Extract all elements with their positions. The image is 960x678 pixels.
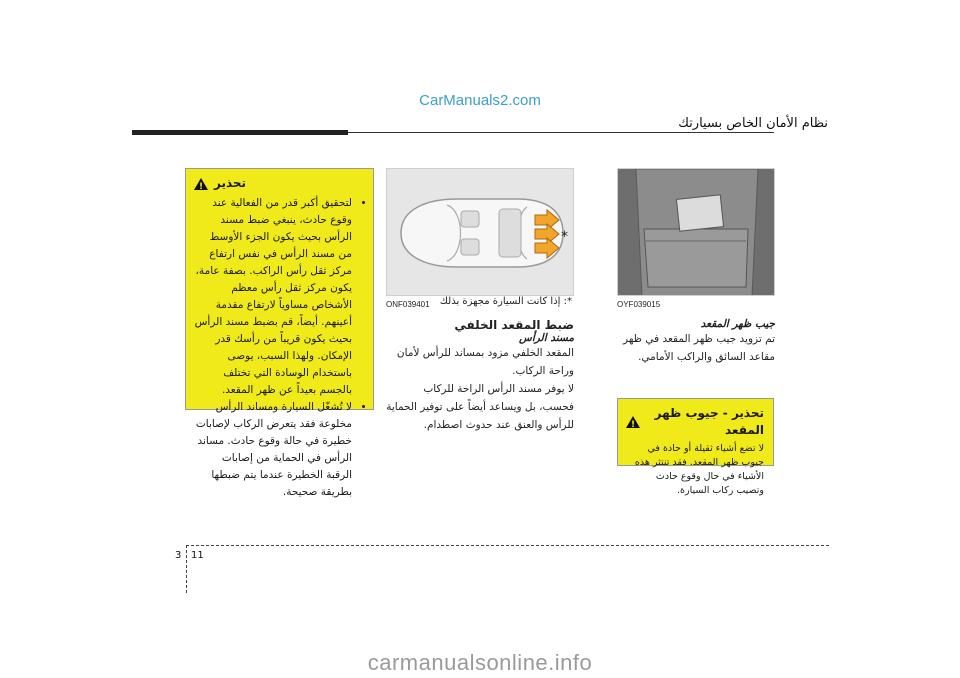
pocket-warning-text: لا تضع أشياء ثقيلة أو حادة في جيوب ظهر المقعد. فقد تنتثر هذه الأشياء في حال وقوع حادث وتصيب ركاب السيارة. bbox=[634, 443, 764, 496]
header-rule-thin bbox=[348, 132, 774, 133]
page-number: 11 bbox=[191, 550, 204, 561]
pocket-warning-title: تحذير - جيوب ظهر المقعد bbox=[654, 406, 764, 437]
page-header-title: نظام الأمان الخاص بسيارتك bbox=[678, 116, 828, 131]
car-image-caption bbox=[430, 296, 572, 307]
chapter-number: 3 bbox=[175, 550, 182, 561]
seatback-pocket-text: تم تزويد جيب ظهر المقعد في ظهر مقاعد السائق والراكب الأمامي. bbox=[623, 333, 775, 363]
headrest-subhead: مسند الرأس bbox=[519, 332, 574, 344]
caption-text: إذا كانت السيارة مجهزة بذلك bbox=[439, 296, 561, 307]
seat-image-code: OYF039015 bbox=[617, 300, 661, 309]
warning-triangle-icon bbox=[194, 178, 208, 190]
rear-seat-section bbox=[386, 318, 574, 434]
warning-bullet: • لتحقيق أكبر قدر من الفعالية عند وقوع حادث، ينبغي ضبط مسند الرأس بحيث يكون الجزء الأوسط من مسند الرأس في نفس ارتفاع مركز ثقل رأس الراكب. بصفة عامة، يكون مركز ثقل رأس معظم الأشخاص مساوياً لارتفاع مقدمة أعينهم. أيضاً، قم بضبط مسند الرأس بحيث يكون قريباً من رأسك قدر الإمكان. ولهذا السبب، يوصى باستخدام الوسادة التي تختلف بالجسم بعيداً عن ظهر المقعد. bbox=[194, 195, 352, 399]
car-headrest-illustration bbox=[386, 168, 574, 296]
warning-triangle-icon bbox=[626, 416, 640, 428]
seatback-pocket-section bbox=[617, 318, 775, 366]
pocket-warning-box bbox=[617, 398, 774, 496]
svg-text:*: * bbox=[561, 229, 568, 245]
seatback-pocket-illustration bbox=[617, 168, 775, 296]
pocket-warning-title-row bbox=[626, 405, 764, 439]
headrest-warning-box bbox=[185, 168, 374, 498]
warning-bullet-list bbox=[194, 195, 364, 501]
caption-asterisk-icon: *: bbox=[560, 296, 572, 307]
warning-title-row bbox=[194, 175, 364, 192]
car-image-code: ONF039401 bbox=[386, 300, 430, 309]
header-rule-thick bbox=[132, 130, 348, 135]
footer-dashed-rule bbox=[186, 545, 829, 546]
warning-title: تحذير bbox=[214, 176, 247, 190]
headrest-paragraph-2: لا يوفر مسند الرأس الراحة للركاب فحسب، بل ويساعد أيضاً على توفير الحماية للرأس والعنق عند حدوث اصطدام. bbox=[386, 383, 574, 431]
watermark-top[interactable]: CarManuals2.com bbox=[419, 92, 541, 109]
seatback-pocket-title: جيب ظهر المقعد bbox=[700, 318, 775, 330]
watermark-bottom[interactable]: carmanualsonline.info bbox=[367, 650, 593, 675]
car-top-view-icon bbox=[387, 169, 574, 296]
headrest-paragraph-1: المقعد الخلفي مزود بمساند للرأس لأمان وراحة الركاب. bbox=[396, 347, 574, 377]
seat-back-pocket-icon bbox=[618, 169, 775, 296]
warning-bullet: • لا تُشغّل السيارة ومساند الرأس مخلوعة فقد يتعرض الركاب لإصابات خطيرة في حالة وقوع حادث. مساند الرأس في الحماية من إصابات الرقبة الخطيرة عندما يتم ضبطها بطريقة صحيحة. bbox=[194, 399, 352, 501]
rear-seat-title: ضبط المقعد الخلفي bbox=[454, 318, 574, 332]
footer-dashed-vertical bbox=[186, 545, 187, 593]
